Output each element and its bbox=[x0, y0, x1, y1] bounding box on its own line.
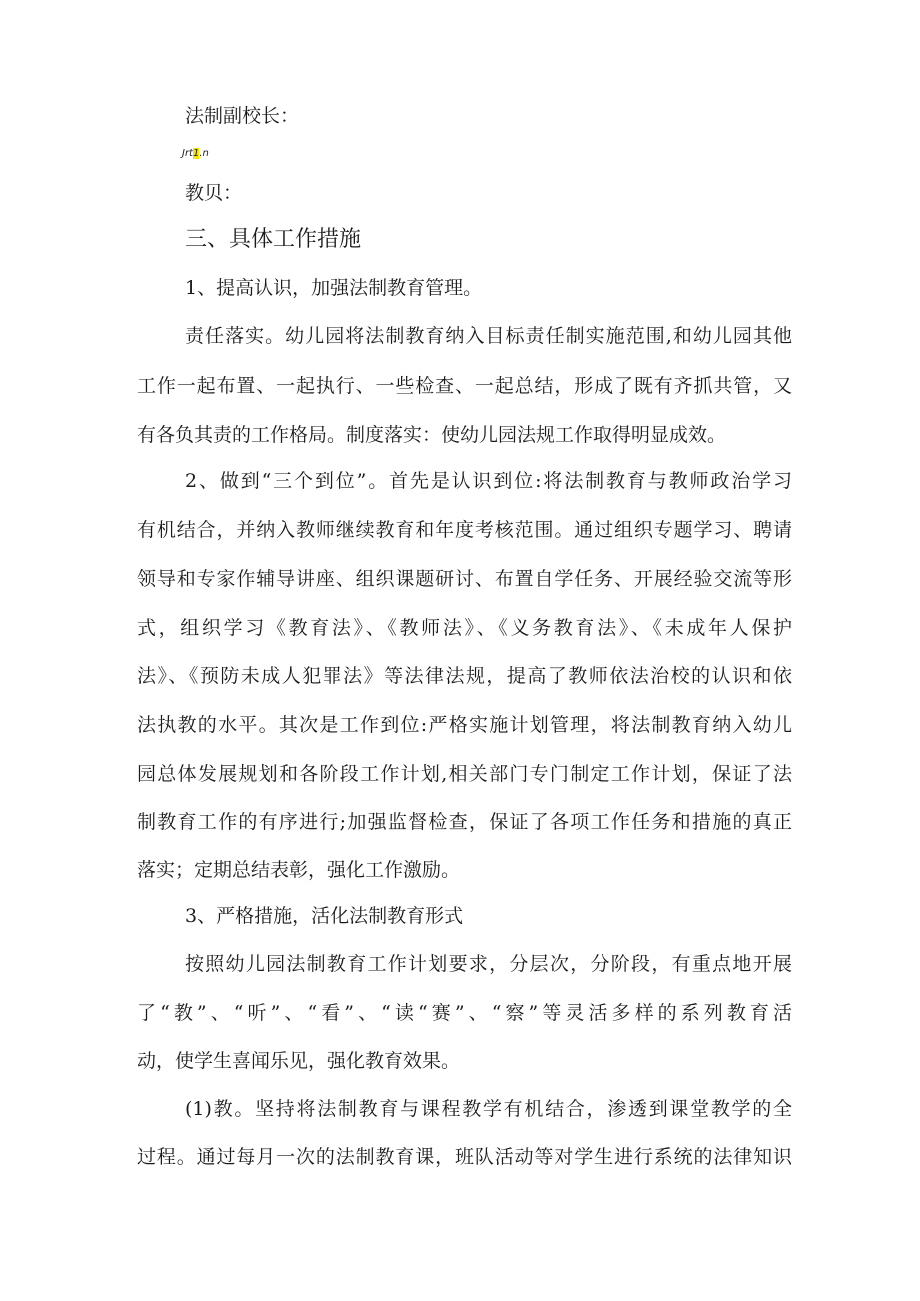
item3-line: 动，使学生喜闻乐见，强化教育效果。 bbox=[137, 1050, 461, 1072]
stray-mark bbox=[182, 147, 209, 161]
item3-title: 3、严格措施，活化法制教育形式 bbox=[185, 905, 464, 927]
item2-line: 2、做到“三个到位”。首先是认识到位:将法制教育与教师政治学习 bbox=[185, 470, 792, 492]
item3-line: 了“教”、“听”、“看”、“读“赛”、“察”等灵活多样的系列教育活 bbox=[137, 1002, 792, 1024]
item1-title: 1、提高认识，加强法制教育管理。 bbox=[185, 277, 483, 299]
item2-line: 式，组织学习《教育法》、《教师法》、《义务教育法》、《未成年人保护 bbox=[137, 617, 792, 639]
stray-mark-suffix: .n bbox=[199, 148, 209, 159]
item2-line: 园总体发展规划和各阶段工作计划,相关部门专门制定工作计划，保证了法 bbox=[137, 763, 792, 785]
item2-line: 法执教的水平。其次是工作到位:严格实施计划管理，将法制教育纳入幼儿 bbox=[137, 714, 792, 736]
item3-line: 按照幼儿园法制教育工作计划要求，分层次，分阶段，有重点地开展 bbox=[185, 953, 792, 975]
section-heading: 三、具体工作措施 bbox=[185, 227, 362, 252]
item1-line: 责任落实。幼儿园将法制教育纳入目标责任制实施范围,和幼儿园其他 bbox=[185, 325, 792, 347]
stray-mark-prefix: Jrt bbox=[182, 148, 193, 159]
item2-line: 落实；定期总结表彰，强化工作激励。 bbox=[137, 859, 461, 881]
item2-line: 制教育工作的有序进行;加强监督检查，保证了各项工作任务和措施的真正 bbox=[137, 811, 792, 833]
role-teachers: 教贝： bbox=[185, 182, 243, 204]
item2-line: 有机结合，并纳入教师继续教育和年度考核范围。通过组织专题学习、聘请 bbox=[137, 519, 792, 541]
role-legal-vice-principal: 法制副校长： bbox=[185, 105, 300, 127]
stray-mark-highlight: 1 bbox=[192, 148, 200, 159]
item1-line: 工作一起布置、一起执行、一些检查、一起总结，形成了既有齐抓共管，又 bbox=[137, 375, 792, 397]
item2-line: 法》、《预防未成人犯罪法》等法律法规，提高了教师依法治校的认识和依 bbox=[137, 665, 792, 687]
item2-line: 领导和专家作辅导讲座、组织课题研讨、布置自学任务、开展经验交流等形 bbox=[137, 568, 792, 590]
item3-1-line: 过程。通过每月一次的法制教育课，班队活动等对学生进行系统的法律知识 bbox=[137, 1146, 792, 1168]
item1-line: 有各负其责的工作格局。制度落实：使幼儿园法规工作取得明显成效。 bbox=[137, 424, 727, 446]
item3-1-line: (1)教。坚持将法制教育与课程教学有机结合，渗透到课堂教学的全 bbox=[185, 1098, 792, 1120]
